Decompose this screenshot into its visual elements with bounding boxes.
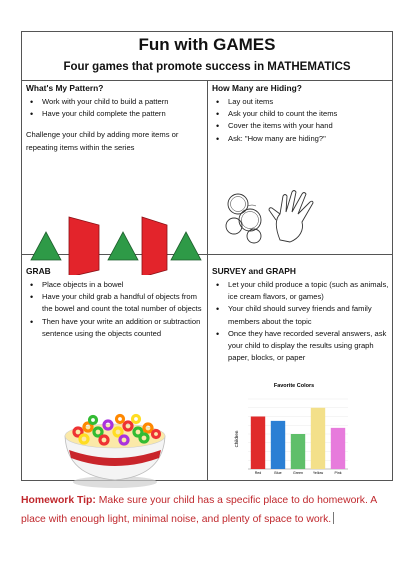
hiding-list <box>212 96 389 145</box>
text-cursor <box>333 512 334 524</box>
list-item: • Your child should survey friends and family members about the topic <box>212 303 389 327</box>
page-title: Fun with GAMES <box>138 35 276 54</box>
cereal-bowl-image <box>60 410 170 490</box>
list-item: • Have your child grab a handful of objects from the bowel and count the total number of objects <box>26 291 203 315</box>
tip-label: Homework Tip: <box>21 495 96 506</box>
list-item: • Let your child produce a topic (such as animals, ice cream flavors, or games) <box>212 279 389 303</box>
grab-list <box>26 279 203 340</box>
pattern-heading: What's My Pattern? <box>26 83 104 93</box>
grab-heading: GRAB <box>26 266 51 276</box>
list-item: • Lay out items <box>212 96 389 108</box>
hand-icon <box>276 191 313 243</box>
list-item: • Work with your child to build a pattern <box>26 96 203 108</box>
chart-bar-blue <box>271 421 285 469</box>
coin-icon <box>247 229 261 243</box>
chart-tick-label: Blue <box>274 471 282 475</box>
hiding-heading: How Many are Hiding? <box>212 83 302 93</box>
page-subtitle: Four games that promote success in MATHEMATICS <box>63 61 351 73</box>
chart-tick-label: Yellow <box>312 471 324 475</box>
survey-heading: SURVEY and GRAPH <box>212 266 296 276</box>
chart-bar-yellow <box>311 408 325 469</box>
list-item: • Have your child complete the pattern <box>26 108 203 120</box>
list-item: • Ask: "How many are hiding?" <box>212 133 389 145</box>
homework-tip <box>21 491 381 529</box>
pattern-note: Challenge your child by adding more items or repeating items within the series <box>26 130 179 152</box>
coin-icon <box>228 194 248 214</box>
chart-bar-red <box>251 417 265 470</box>
list-item: • Once they have recorded several answers, ask your child to display the results using graph paper, blocks, or paper <box>212 328 389 365</box>
activity-grid <box>21 31 393 481</box>
coin-icon <box>239 209 261 231</box>
list-item: • Cover the items with your hand <box>212 120 389 132</box>
chart-tick-label: Green <box>293 471 303 475</box>
chart-y-label: Children <box>234 430 239 448</box>
chart-title: Favorite Colors <box>273 383 315 389</box>
coins-hand-illustration <box>220 186 340 246</box>
chart-tick-label: Pink <box>334 471 342 475</box>
tip-text: Make sure your child has a specific place to do homework. A place with enough light, minimal noise, and plenty of space to work. <box>21 495 377 525</box>
list-item: • Then have your write an addition or subtraction sentence using the objects counted <box>26 316 203 340</box>
pattern-list <box>26 96 203 120</box>
grab-cell <box>22 255 207 481</box>
list-item: • Ask your child to count the items <box>212 108 389 120</box>
coin-icon <box>226 218 242 234</box>
hiding-cell <box>208 80 393 254</box>
chart-bar-pink <box>331 428 345 469</box>
chart-bar-green <box>291 434 305 469</box>
survey-cell <box>208 255 393 481</box>
favorite-colors-chart <box>232 379 352 479</box>
chart-tick-label: Red <box>254 471 262 475</box>
list-item: • Place objects in a bowel <box>26 279 203 291</box>
survey-list <box>212 279 389 364</box>
pattern-cell <box>22 80 207 254</box>
